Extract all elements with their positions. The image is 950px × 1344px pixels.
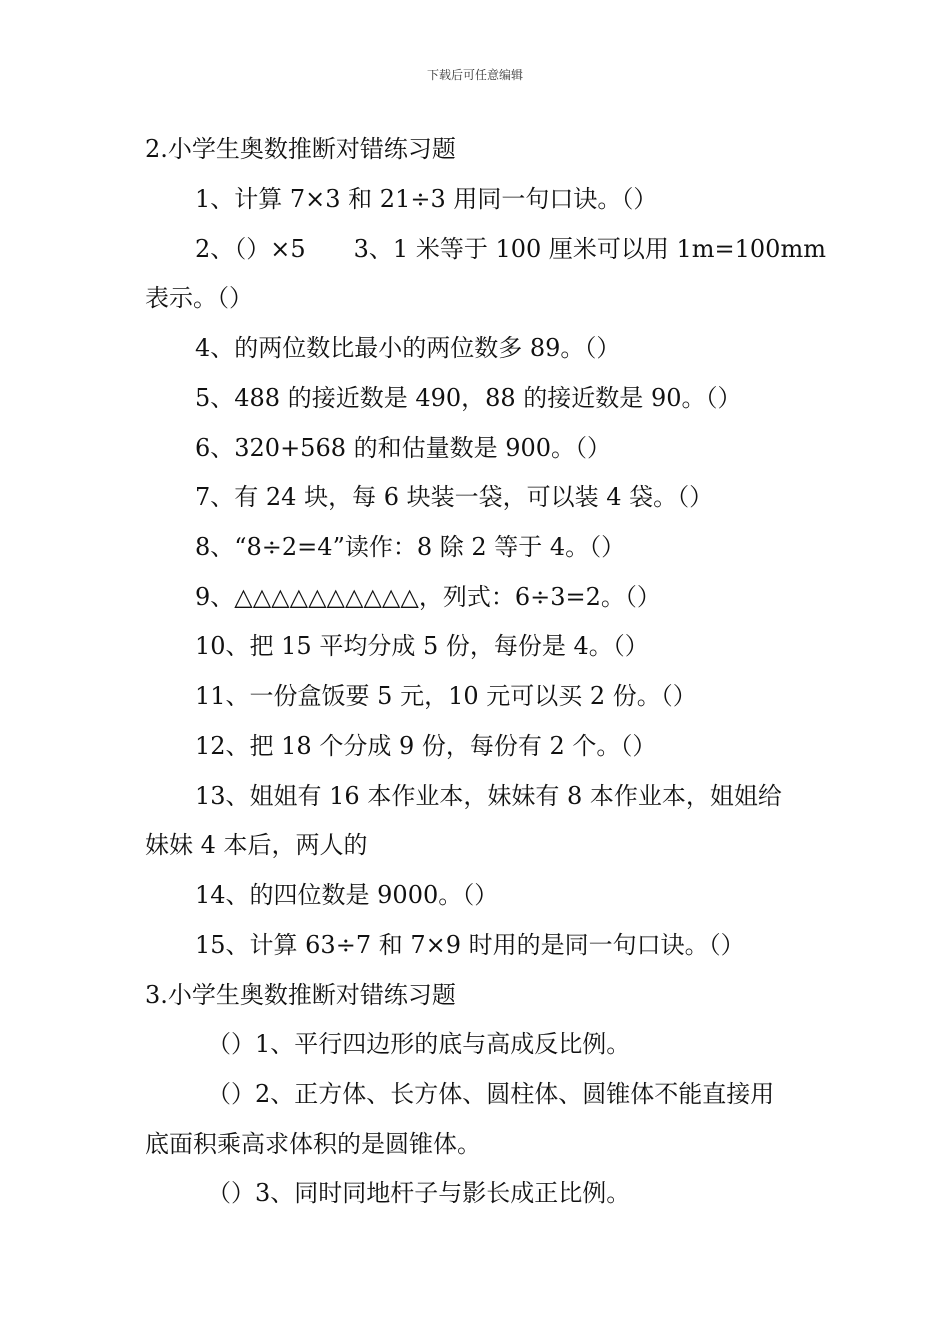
question-line: 10、把 15 平均分成 5 份，每份是 4。（） bbox=[195, 632, 649, 660]
question-line: 6、320+568 的和估量数是 900。（） bbox=[195, 434, 612, 462]
question-line: 15、计算 63÷7 和 7×9 时用的是同一句口诀。（） bbox=[195, 931, 745, 959]
question-line-continuation: 底面积乘高求体积的是圆锥体。 bbox=[145, 1130, 481, 1158]
page-header: 下载后可任意编辑 bbox=[426, 68, 523, 82]
question-line: 12、把 18 个分成 9 份，每份有 2 个。（） bbox=[195, 732, 657, 760]
question-line: （）2、正方体、长方体、圆柱体、圆锥体不能直接用 bbox=[207, 1080, 775, 1108]
question-line: 5、488 的接近数是 490，88 的接近数是 90。（） bbox=[195, 384, 742, 412]
question-line: 4、的两位数比最小的两位数多 89。（） bbox=[195, 334, 621, 362]
question-line-continuation: 表示。（） bbox=[145, 284, 253, 312]
question-line: 9、△△△△△△△△△△，列式：6÷3=2。（） bbox=[195, 583, 661, 611]
section-title: 3.小学生奥数推断对错练习题 bbox=[145, 981, 456, 1009]
question-line: 1、计算 7×3 和 21÷3 用同一句口诀。（） bbox=[195, 185, 658, 213]
question-line: 2、（）×5 3、1 米等于 100 厘米可以用 1m=100mm bbox=[195, 235, 826, 263]
question-line: 13、姐姐有 16 本作业本，妹妹有 8 本作业本，姐姐给 bbox=[195, 782, 782, 810]
question-line-continuation: 妹妹 4 本后，两人的 bbox=[145, 831, 368, 859]
section-title: 2.小学生奥数推断对错练习题 bbox=[145, 135, 456, 163]
question-line: （）3、同时同地杆子与影长成正比例。 bbox=[207, 1179, 631, 1207]
question-line: 11、一份盒饭要 5 元，10 元可以买 2 份。（） bbox=[195, 682, 697, 710]
question-line: （）1、平行四边形的底与高成反比例。 bbox=[207, 1030, 631, 1058]
question-line: 14、的四位数是 9000。（） bbox=[195, 881, 499, 909]
question-line: 7、有 24 块，每 6 块装一袋，可以装 4 袋。（） bbox=[195, 483, 714, 511]
question-line: 8、“8÷2=4”读作：8 除 2 等于 4。（） bbox=[195, 533, 626, 561]
